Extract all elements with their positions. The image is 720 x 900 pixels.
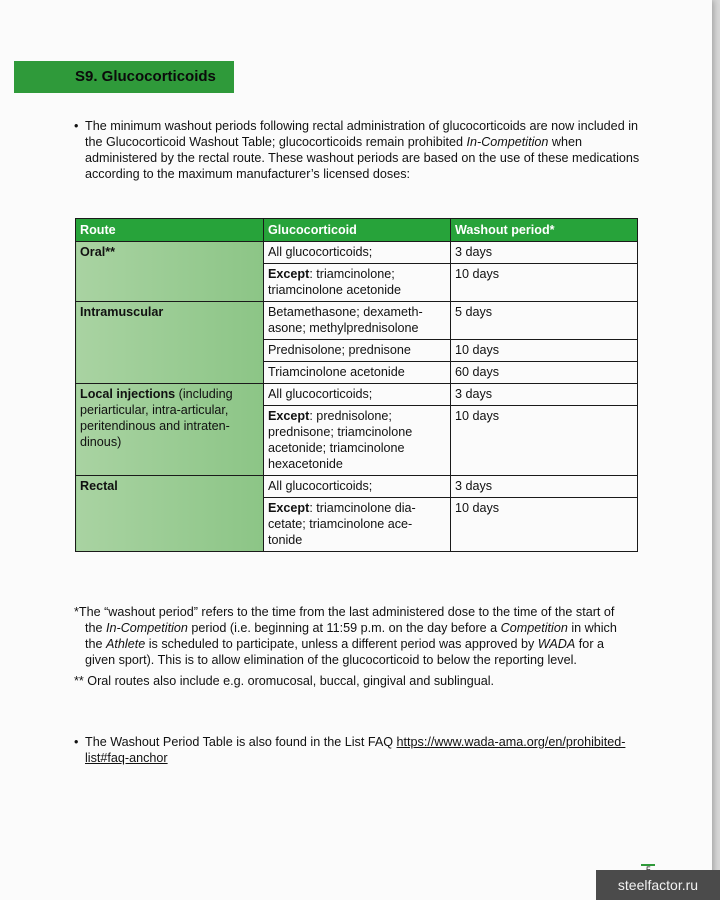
glucocorticoid-cell: Except: triamcinolone; triamcinolone acetonide xyxy=(264,264,451,302)
table-row xyxy=(76,384,638,406)
table-row xyxy=(76,242,638,264)
bullet-dot: • xyxy=(74,119,79,133)
washout-cell: 5 days xyxy=(451,302,638,340)
washout-cell: 10 days xyxy=(451,264,638,302)
faq-bullet-text: The Washout Period Table is also found in the List FAQ https://www.wada-ama.org/en/prohibited-list#faq-anchor xyxy=(85,735,626,765)
table-row xyxy=(76,302,638,340)
header-route: Route xyxy=(76,219,264,242)
washout-cell: 10 days xyxy=(451,498,638,552)
washout-cell: 60 days xyxy=(451,362,638,384)
washout-cell: 10 days xyxy=(451,406,638,476)
route-cell: Local injections (including periarticular, intra-articular, peritendinous and intraten-dinous) xyxy=(76,384,264,476)
washout-cell: 10 days xyxy=(451,340,638,362)
washout-cell: 3 days xyxy=(451,476,638,498)
footnote-washout-definition: *The “washout period” refers to the time from the last administered dose to the time of the start of the In-Competition period (i.e. beginning at 11:59 p.m. on the day before a Competition in which the Athlete is scheduled to participate, unless a different period was approved by WADA for a given sport). This is to allow elimination of the glucocorticoid to below the reporting level. xyxy=(74,605,617,667)
route-cell: Intramuscular xyxy=(76,302,264,384)
footnote-oral-routes: ** Oral routes also include e.g. oromucosal, buccal, gingival and sublingual. xyxy=(74,674,495,688)
glucocorticoid-cell: Betamethasone; dexameth-asone; methylprednisolone xyxy=(264,302,451,340)
header-washout: Washout period* xyxy=(451,219,638,242)
route-cell: Rectal xyxy=(76,476,264,552)
glucocorticoid-cell: All glucocorticoids; xyxy=(264,384,451,406)
washout-table xyxy=(75,218,638,552)
table-row xyxy=(76,476,638,498)
washout-cell: 3 days xyxy=(451,384,638,406)
glucocorticoid-cell: Except: prednisolone; prednisone; triamcinolone acetonide; triamcinolone hexacetonide xyxy=(264,406,451,476)
glucocorticoid-cell: All glucocorticoids; xyxy=(264,476,451,498)
bullet-dot: • xyxy=(74,735,79,749)
glucocorticoid-cell: Triamcinolone acetonide xyxy=(264,362,451,384)
washout-cell: 3 days xyxy=(451,242,638,264)
intro-bullet-text: The minimum washout periods following rectal administration of glucocorticoids are now included in the Glucocorticoid Washout Table; glucocorticoids remain prohibited In-Competition when administered by the rectal route. These washout periods are based on the use of these medications according to the maximum manufacturer’s licensed doses: xyxy=(85,119,640,181)
watermark: steelfactor.ru xyxy=(596,870,720,900)
section-title: S9. Glucocorticoids xyxy=(14,61,234,93)
glucocorticoid-cell: All glucocorticoids; xyxy=(264,242,451,264)
footnotes xyxy=(74,604,634,689)
glucocorticoid-cell: Except: triamcinolone dia-cetate; triamcinolone ace-tonide xyxy=(264,498,451,552)
header-glucocorticoid: Glucocorticoid xyxy=(264,219,451,242)
route-cell: Oral** xyxy=(76,242,264,302)
glucocorticoid-cell: Prednisolone; prednisone xyxy=(264,340,451,362)
faq-link[interactable]: https://www.wada-ama.org/en/prohibited-list#faq-anchor xyxy=(85,735,626,765)
table-header-row xyxy=(76,219,638,242)
